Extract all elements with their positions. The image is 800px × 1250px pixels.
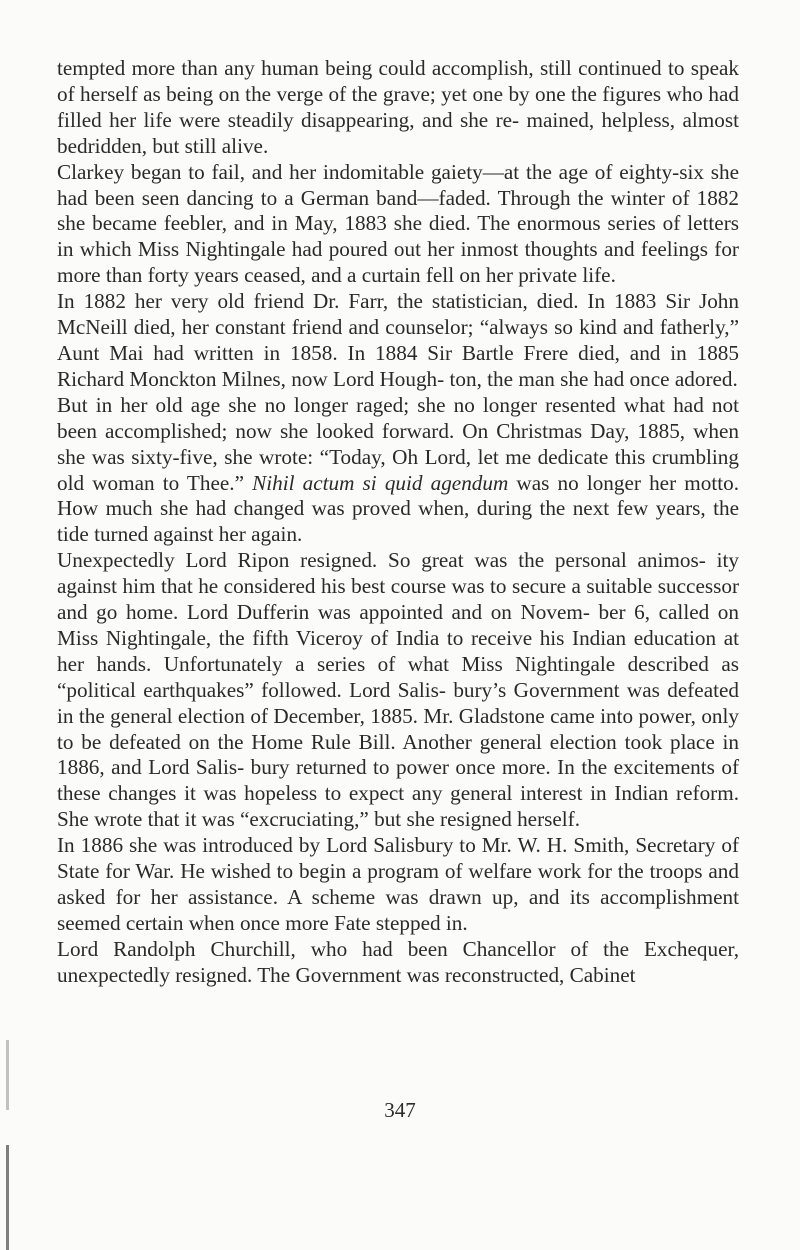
paragraph-4-text-after: was no longer her motto. How much she had changed was proved when, during the next few years, the tide turned against her again. <box>57 470 740 547</box>
binding-edge-mark-upper <box>6 1040 9 1110</box>
page-number: 347 <box>384 1098 416 1122</box>
paragraph-4-text-before: But in her old age she no longer raged; she no longer resented what had not been accomplished; now she looked forward. On Christmas Day, 1885, when she was sixty-five, she wrote: “Today, Oh Lord, let me dedicate this crumbling old woman to Thee.” <box>57 392 739 495</box>
paragraph-1: tempted more than any human being could accomplish, still continued to speak of herself as being on the verge of the grave; yet one by one the figures who had filled her life were steadily disappearing, and she re- mained, helpless, almost bedridden, but still alive. <box>57 56 739 158</box>
paragraph-6: In 1886 she was introduced by Lord Salisbury to Mr. W. H. Smith, Secretary of State for War. He wished to begin a program of welfare work for the troops and asked for her assistance. A scheme was drawn up, and its accomplishment seemed certain when once more Fate stepped in. <box>57 833 739 935</box>
paragraph-4 <box>57 393 739 548</box>
paragraph-4-latin-motto: Nihil actum si quid agendum <box>252 470 509 495</box>
paragraph-5: Unexpectedly Lord Ripon resigned. So great was the personal animos- ity against him that he considered his best course was to secure a suitable successor and go home. Lord Dufferin was appointed and on Novem- ber 6, called on Miss Nightingale, the fifth Viceroy of India to receive his Indian education at her hands. Unfortunately a series of what Miss Nightingale described as “political earthquakes” followed. Lord Salis- bury’s Government was defeated in the general election of December, 1885. Mr. Gladstone came into power, only to be defeated on the Home Rule Bill. Another general election took place in 1886, and Lord Salis- bury returned to power once more. In the excitements of these changes it was hopeless to expect any general interest in Indian reform. She wrote that it was “excruciating,” but she resigned herself. <box>57 548 739 832</box>
paragraph-2: Clarkey began to fail, and her indomitable gaiety—at the age of eighty-six she had been seen dancing to a German band—faded. Through the winter of 1882 she became feebler, and in May, 1883 she died. The enormous series of letters in which Miss Nightingale had poured out her inmost thoughts and feelings for more than forty years ceased, and a curtain fell on her private life. <box>57 159 739 288</box>
paragraph-7: Lord Randolph Churchill, who had been Chancellor of the Exchequer, unexpectedly resigned. The Government was reconstructed, Cabinet <box>57 936 739 987</box>
paragraph-3: In 1882 her very old friend Dr. Farr, the statistician, died. In 1883 Sir John McNeill died, her constant friend and counselor; “always so kind and fatherly,” Aunt Mai had written in 1858. In 1884 Sir Bartle Frere died, and in 1885 Richard Monckton Milnes, now Lord Hough- ton, the man she had once adored. <box>57 289 739 391</box>
binding-edge-mark-lower <box>6 1145 9 1250</box>
page-body <box>57 56 739 989</box>
